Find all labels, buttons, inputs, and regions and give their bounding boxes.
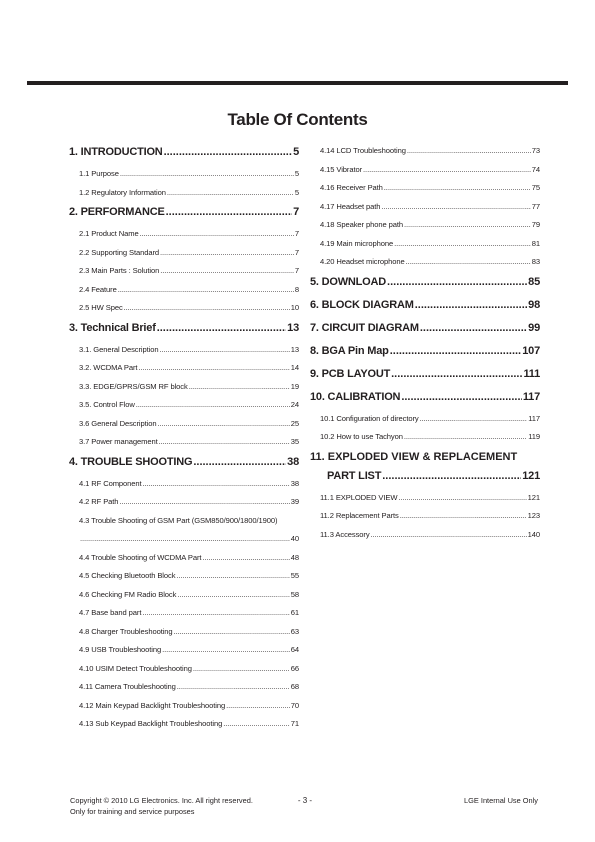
toc-entry[interactable] bbox=[310, 165, 540, 174]
toc-entry-label: 4.8 Charger Troubleshooting bbox=[79, 626, 173, 636]
dot-leader bbox=[406, 257, 531, 266]
toc-entry-page: 61 bbox=[290, 608, 299, 617]
toc-entry-label: 10.1 Configuration of directory bbox=[320, 413, 419, 423]
toc-section[interactable] bbox=[69, 322, 299, 335]
dot-leader bbox=[177, 682, 290, 691]
dot-leader bbox=[394, 239, 531, 248]
dot-leader bbox=[80, 534, 290, 543]
toc-entry-label: 2.4 Feature bbox=[79, 284, 117, 294]
toc-entry-label: 4.12 Main Keypad Backlight Troubleshooting bbox=[79, 700, 226, 710]
toc-entry[interactable] bbox=[69, 400, 299, 409]
toc-entry[interactable] bbox=[69, 363, 299, 372]
dot-leader bbox=[401, 391, 522, 404]
dot-leader bbox=[363, 165, 531, 174]
toc-entry[interactable] bbox=[310, 530, 540, 539]
toc-section-page: 5 bbox=[293, 146, 299, 158]
dot-leader bbox=[119, 497, 289, 506]
toc-entry-page: 64 bbox=[290, 645, 299, 654]
toc-entry-page: 38 bbox=[290, 478, 299, 488]
toc-entry-label: 4.1 RF Component bbox=[79, 478, 142, 488]
toc-entry-label: 2.5 HW Spec bbox=[79, 303, 123, 312]
toc-entry[interactable] bbox=[69, 419, 299, 428]
dot-leader bbox=[160, 248, 294, 257]
dot-leader bbox=[189, 382, 290, 391]
toc-section-continuation[interactable] bbox=[310, 470, 540, 483]
toc-section-label: 2. PERFORMANCE bbox=[69, 206, 165, 218]
dot-leader bbox=[391, 368, 522, 381]
dot-leader bbox=[166, 206, 292, 219]
toc-entry-page: 74 bbox=[531, 164, 540, 174]
toc-entry-page: 10 bbox=[290, 303, 299, 312]
dot-leader bbox=[118, 285, 294, 294]
dot-leader bbox=[162, 645, 290, 654]
toc-section-label: 3. Technical Brief bbox=[69, 321, 156, 334]
toc-entry-page: 25 bbox=[290, 418, 299, 428]
toc-entry-label: 4.15 Vibrator bbox=[320, 164, 363, 174]
dot-leader bbox=[164, 146, 293, 159]
toc-entry-page: 13 bbox=[290, 344, 299, 354]
dot-leader bbox=[157, 322, 286, 335]
toc-entry-label: 2.1 Product Name bbox=[79, 229, 139, 238]
toc-entry-label: 4.10 USIM Detect Troubleshooting bbox=[79, 663, 192, 673]
toc-entry[interactable] bbox=[69, 345, 299, 354]
dot-leader bbox=[160, 345, 290, 354]
toc-entry-label: 4.4 Trouble Shooting of WCDMA Part bbox=[79, 552, 202, 562]
toc-entry-page: 24 bbox=[290, 400, 299, 409]
toc-entry[interactable] bbox=[69, 553, 299, 562]
toc-section-label: 8. BGA Pin Map bbox=[310, 344, 389, 357]
dot-leader bbox=[136, 400, 290, 409]
toc-entry-page: 81 bbox=[531, 238, 540, 248]
dot-leader bbox=[202, 553, 289, 562]
toc-right-column bbox=[310, 146, 540, 548]
toc-entry-page: 75 bbox=[531, 183, 540, 192]
toc-entry[interactable] bbox=[69, 664, 299, 673]
toc-entry-page: 7 bbox=[294, 229, 299, 238]
toc-section-page: 107 bbox=[522, 344, 540, 357]
toc-entry-label: 2.3 Main Parts : Solution bbox=[79, 266, 160, 275]
toc-entry[interactable] bbox=[69, 437, 299, 446]
toc-section-page: 7 bbox=[293, 206, 299, 218]
dot-leader bbox=[400, 511, 527, 520]
dot-leader bbox=[159, 437, 290, 446]
toc-entry-label: 4.11 Camera Troubleshooting bbox=[79, 682, 176, 691]
toc-section[interactable] bbox=[69, 206, 299, 219]
toc-entry[interactable] bbox=[69, 285, 299, 294]
toc-entry-label: 4.6 Checking FM Radio Block bbox=[79, 589, 177, 599]
toc-entry[interactable] bbox=[310, 202, 540, 211]
toc-section-label: 7. CIRCUIT DIAGRAM bbox=[310, 321, 419, 334]
toc-section-page: 38 bbox=[287, 455, 299, 468]
page-number: - 3 - bbox=[297, 796, 313, 805]
dot-leader bbox=[420, 322, 527, 335]
toc-entry[interactable] bbox=[69, 701, 299, 710]
toc-entry[interactable] bbox=[310, 511, 540, 520]
dot-leader bbox=[124, 303, 290, 312]
toc-entry[interactable] bbox=[69, 248, 299, 257]
toc-entry-label: 10.2 How to use Tachyon bbox=[320, 432, 403, 441]
toc-entry[interactable] bbox=[69, 590, 299, 599]
toc-entry-label: 3.5. Control Flow bbox=[79, 400, 135, 409]
toc-entry-label: 3.1. General Description bbox=[79, 344, 159, 354]
toc-entry[interactable] bbox=[69, 169, 299, 178]
toc-section-label: 9. PCB LAYOUT bbox=[310, 367, 391, 380]
toc-entry[interactable] bbox=[69, 719, 299, 728]
dot-leader bbox=[420, 414, 528, 423]
toc-entry-label: 4.16 Receiver Path bbox=[320, 183, 383, 192]
dot-leader bbox=[176, 571, 289, 580]
dot-leader bbox=[223, 719, 290, 728]
toc-entry-page: 7 bbox=[294, 247, 299, 257]
toc-entry[interactable] bbox=[69, 627, 299, 636]
toc-section[interactable] bbox=[310, 322, 540, 335]
toc-entry-page: 79 bbox=[531, 220, 540, 229]
toc-entry-label: 4.13 Sub Keypad Backlight Troubleshooting bbox=[79, 719, 223, 728]
toc-entry-label: 11.1 EXPLODED VIEW bbox=[320, 492, 398, 502]
toc-section-label: 10. CALIBRATION bbox=[310, 390, 401, 403]
toc-section-label: PART LIST bbox=[327, 469, 382, 482]
toc-section-page: 117 bbox=[522, 390, 540, 403]
toc-entry[interactable] bbox=[69, 497, 299, 506]
toc-entry-label: 2.2 Supporting Standard bbox=[79, 247, 160, 257]
toc-entry-page: 48 bbox=[290, 552, 299, 562]
toc-entry[interactable] bbox=[69, 229, 299, 238]
toc-entry-label: 11.2 Replacement Parts bbox=[320, 511, 399, 520]
toc-entry-page: 35 bbox=[290, 437, 299, 446]
toc-section[interactable] bbox=[310, 451, 540, 464]
toc-section-page: 121 bbox=[522, 469, 540, 482]
dot-leader bbox=[415, 299, 527, 312]
toc-entry-page: 5 bbox=[294, 187, 299, 197]
dot-leader bbox=[382, 470, 521, 483]
toc-entry[interactable] bbox=[69, 188, 299, 197]
toc-section-label: 1. INTRODUCTION bbox=[69, 146, 163, 158]
toc-entry-label: 4.2 RF Path bbox=[79, 497, 119, 506]
toc-entry-page: 73 bbox=[531, 146, 540, 155]
toc-section-label: 11. EXPLODED VIEW & REPLACEMENT bbox=[310, 450, 518, 463]
toc-entry[interactable] bbox=[69, 266, 299, 275]
toc-section-page: 99 bbox=[528, 321, 540, 334]
dot-leader bbox=[398, 493, 526, 502]
toc-entry-label: 4.7 Base band part bbox=[79, 608, 142, 617]
toc-entry-page: 77 bbox=[531, 201, 540, 211]
toc-entry-page: 121 bbox=[527, 492, 540, 502]
toc-left-column bbox=[69, 146, 299, 738]
toc-entry-label: 4.18 Speaker phone path bbox=[320, 220, 403, 229]
toc-entry[interactable] bbox=[69, 608, 299, 617]
dot-leader bbox=[404, 432, 527, 441]
dot-leader bbox=[167, 188, 294, 197]
toc-entry-page: 8 bbox=[294, 284, 299, 294]
toc-section[interactable] bbox=[310, 368, 540, 381]
toc-entry[interactable] bbox=[310, 414, 540, 423]
toc-entry-label: 4.19 Main microphone bbox=[320, 238, 394, 248]
toc-entry[interactable] bbox=[69, 571, 299, 580]
toc-entry[interactable] bbox=[310, 220, 540, 229]
toc-entry[interactable] bbox=[69, 382, 299, 391]
toc-entry-page: 7 bbox=[294, 266, 299, 275]
dot-leader bbox=[226, 701, 290, 710]
dot-leader bbox=[381, 202, 530, 211]
toc-entry-page: 39 bbox=[290, 497, 299, 506]
toc-entry-page: 140 bbox=[527, 529, 540, 539]
toc-entry[interactable] bbox=[310, 257, 540, 266]
internal-use-text: LGE Internal Use Only bbox=[464, 796, 538, 805]
toc-entry-label: 4.14 LCD Troubleshooting bbox=[320, 146, 406, 155]
toc-entry[interactable] bbox=[69, 303, 299, 312]
dot-leader bbox=[193, 456, 286, 469]
toc-entry[interactable] bbox=[310, 183, 540, 192]
dot-leader bbox=[384, 183, 531, 192]
toc-entry-label: 4.20 Headset microphone bbox=[320, 257, 405, 266]
training-text: Only for training and service purposes bbox=[70, 806, 195, 816]
toc-entry-page: 58 bbox=[290, 589, 299, 599]
page-title: Table Of Contents bbox=[227, 110, 368, 129]
dot-leader bbox=[404, 220, 531, 229]
toc-entry-label: 11.3 Accessory bbox=[320, 529, 370, 539]
dot-leader bbox=[160, 266, 294, 275]
toc-section-page: 85 bbox=[528, 275, 540, 288]
toc-entry-label: 1.1 Purpose bbox=[79, 169, 119, 178]
toc-entry-page: 55 bbox=[290, 571, 299, 580]
toc-entry-label: 4.5 Checking Bluetooth Block bbox=[79, 571, 176, 580]
dot-leader bbox=[193, 664, 290, 673]
toc-entry-label: 3.6 General Description bbox=[79, 418, 157, 428]
dot-leader bbox=[390, 345, 522, 358]
toc-entry-page: 71 bbox=[290, 719, 299, 728]
toc-entry-page: 14 bbox=[290, 363, 299, 372]
dot-leader bbox=[143, 479, 290, 488]
top-rule bbox=[27, 81, 568, 85]
toc-entry[interactable] bbox=[310, 493, 540, 502]
toc-entry-page: 83 bbox=[531, 257, 540, 266]
toc-entry-page: 63 bbox=[290, 626, 299, 636]
toc-entry[interactable] bbox=[69, 645, 299, 654]
toc-section[interactable] bbox=[310, 276, 540, 289]
toc-section[interactable] bbox=[310, 299, 540, 312]
toc-entry-page: 40 bbox=[290, 534, 299, 543]
toc-section[interactable] bbox=[69, 146, 299, 159]
toc-entry-page: 117 bbox=[528, 413, 540, 423]
dot-leader bbox=[371, 530, 527, 539]
toc-entry-label: 4.17 Headset path bbox=[320, 201, 381, 211]
dot-leader bbox=[174, 627, 290, 636]
toc-section-label: 6. BLOCK DIAGRAM bbox=[310, 298, 414, 311]
dot-leader bbox=[138, 363, 289, 372]
dot-leader bbox=[157, 419, 289, 428]
toc-section[interactable] bbox=[310, 391, 540, 404]
toc-section-label: 5. DOWNLOAD bbox=[310, 275, 387, 288]
dot-leader bbox=[120, 169, 294, 178]
toc-section-page: 111 bbox=[523, 367, 540, 380]
toc-entry-label: 1.2 Regulatory Information bbox=[79, 187, 166, 197]
dot-leader bbox=[387, 276, 527, 289]
toc-entry-label: 4.9 USB Troubleshooting bbox=[79, 645, 162, 654]
toc-section[interactable] bbox=[69, 456, 299, 469]
toc-section-page: 98 bbox=[528, 298, 540, 311]
toc-section-page: 13 bbox=[287, 321, 299, 334]
toc-entry[interactable] bbox=[69, 479, 299, 488]
dot-leader bbox=[177, 590, 289, 599]
toc-entry-page: 66 bbox=[290, 663, 299, 673]
toc-entry[interactable] bbox=[69, 516, 299, 525]
toc-entry-label: 3.3. EDGE/GPRS/GSM RF block bbox=[79, 381, 188, 391]
toc-entry-page: 5 bbox=[294, 169, 299, 178]
toc-entry-label: 4.3 Trouble Shooting of GSM Part (GSM850/900/1800/1900) bbox=[79, 515, 278, 525]
toc-entry-page: 68 bbox=[290, 682, 299, 691]
toc-entry-continuation[interactable] bbox=[69, 534, 299, 543]
toc-entry[interactable] bbox=[69, 682, 299, 691]
toc-entry-label: 3.2. WCDMA Part bbox=[79, 363, 138, 372]
toc-entry[interactable] bbox=[310, 239, 540, 248]
toc-section-label: 4. TROUBLE SHOOTING bbox=[69, 455, 193, 468]
toc-entry-page: 119 bbox=[528, 432, 540, 441]
dot-leader bbox=[142, 608, 289, 617]
toc-entry-page: 70 bbox=[290, 700, 299, 710]
dot-leader bbox=[407, 146, 531, 155]
toc-entry[interactable] bbox=[310, 432, 540, 441]
toc-entry-label: 3.7 Power management bbox=[79, 437, 158, 446]
toc-section[interactable] bbox=[310, 345, 540, 358]
toc-entry-page: 123 bbox=[527, 511, 540, 520]
dot-leader bbox=[140, 229, 294, 238]
toc-entry[interactable] bbox=[310, 146, 540, 155]
copyright-text: Copyright © 2010 LG Electronics. Inc. All right reserved. bbox=[70, 796, 253, 805]
toc-entry-page: 19 bbox=[290, 381, 299, 391]
